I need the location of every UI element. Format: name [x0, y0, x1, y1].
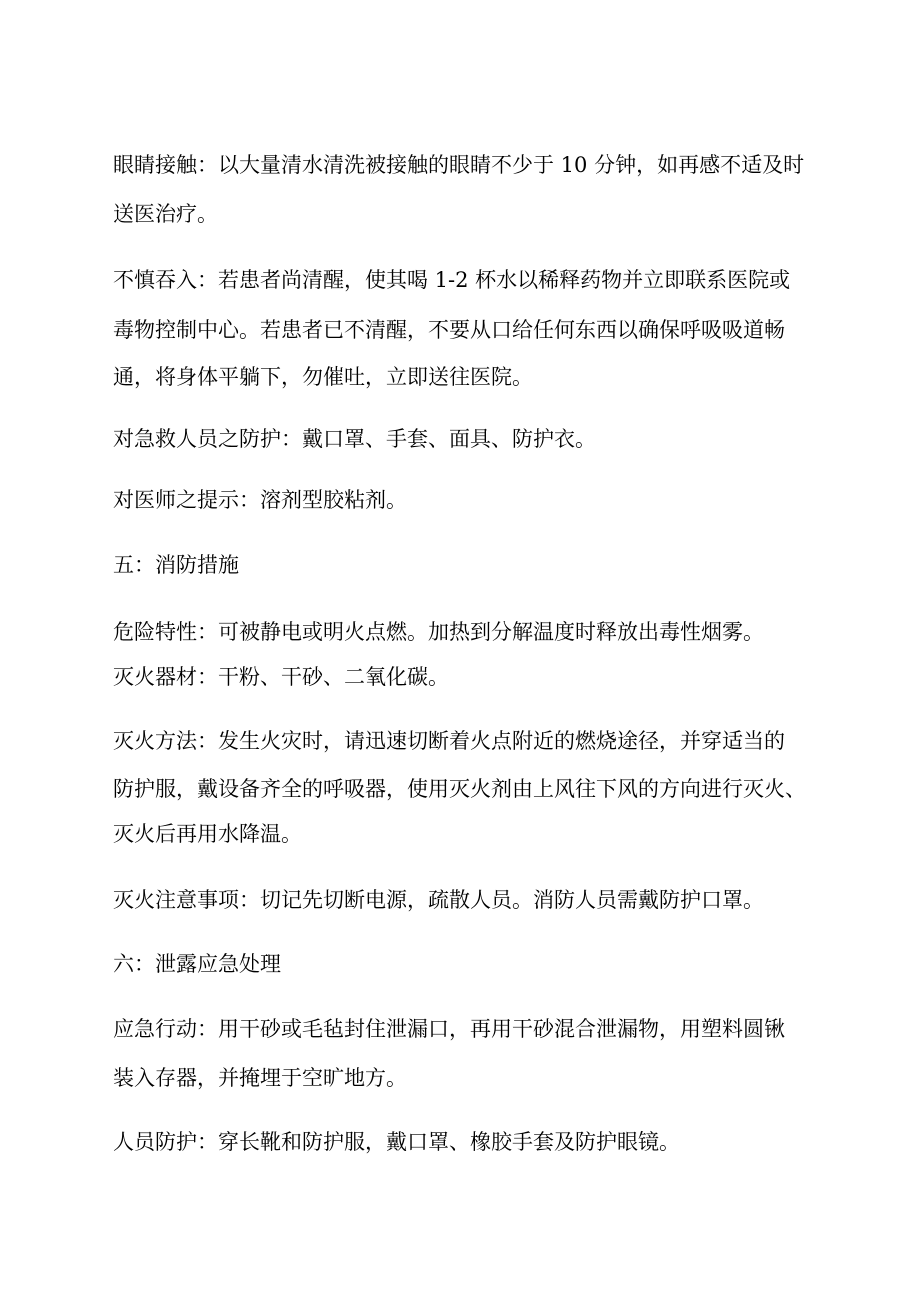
text-line-firefighting-method-1: 灭火方法：发生火灾时，请迅速切断着火点附近的燃烧途径，并穿适当的: [113, 729, 785, 753]
text-line-firefighting-method-2: 防护服，戴设备齐全的呼吸器，使用灭火剂由上风往下风的方向进行灭火、: [113, 777, 806, 801]
text-line-extinguishing-media: 灭火器材：干粉、干砂、二氧化碳。: [113, 665, 449, 689]
section-heading-fire-measures: 五：消防措施: [113, 553, 239, 577]
text-line-hazard-characteristics: 危险特性：可被静电或明火点燃。加热到分解温度时释放出毒性烟雾。: [113, 620, 764, 644]
text-line-physician-note: 对医师之提示：溶剂型胶粘剂。: [113, 488, 407, 512]
text-line-first-aid-protection: 对急救人员之防护：戴口罩、手套、面具、防护衣。: [113, 427, 596, 451]
text-line-ingestion-2: 毒物控制中心。若患者已不清醒，不要从口给任何东西以确保呼吸吸道畅: [113, 318, 785, 342]
text-line-eye-contact-1: 眼睛接触：以大量清水清洗被接触的眼睛不少于 10 分钟，如再感不适及时: [113, 153, 805, 177]
text-line-personal-protection: 人员防护：穿长靴和防护服，戴口罩、橡胶手套及防护眼镜。: [113, 1130, 680, 1154]
text-line-emergency-action-2: 装入存器，并掩埋于空旷地方。: [113, 1066, 407, 1090]
text-line-firefighting-method-3: 灭火后再用水降温。: [113, 822, 302, 846]
section-heading-spill-response: 六：泄露应急处理: [113, 952, 281, 976]
text-line-ingestion-1: 不慎吞入：若患者尚清醒，使其喝 1-2 杯水以稀释药物并立即联系医院或: [113, 268, 791, 292]
text-line-emergency-action-1: 应急行动：用干砂或毛毡封住泄漏口，再用干砂混合泄漏物，用塑料圆锹: [113, 1017, 785, 1041]
text-line-eye-contact-2: 送医治疗。: [113, 202, 218, 226]
text-line-ingestion-3: 通，将身体平躺下，勿催吐，立即送往医院。: [113, 365, 533, 389]
text-line-firefighting-precautions: 灭火注意事项：切记先切断电源，疏散人员。消防人员需戴防护口罩。: [113, 888, 764, 912]
